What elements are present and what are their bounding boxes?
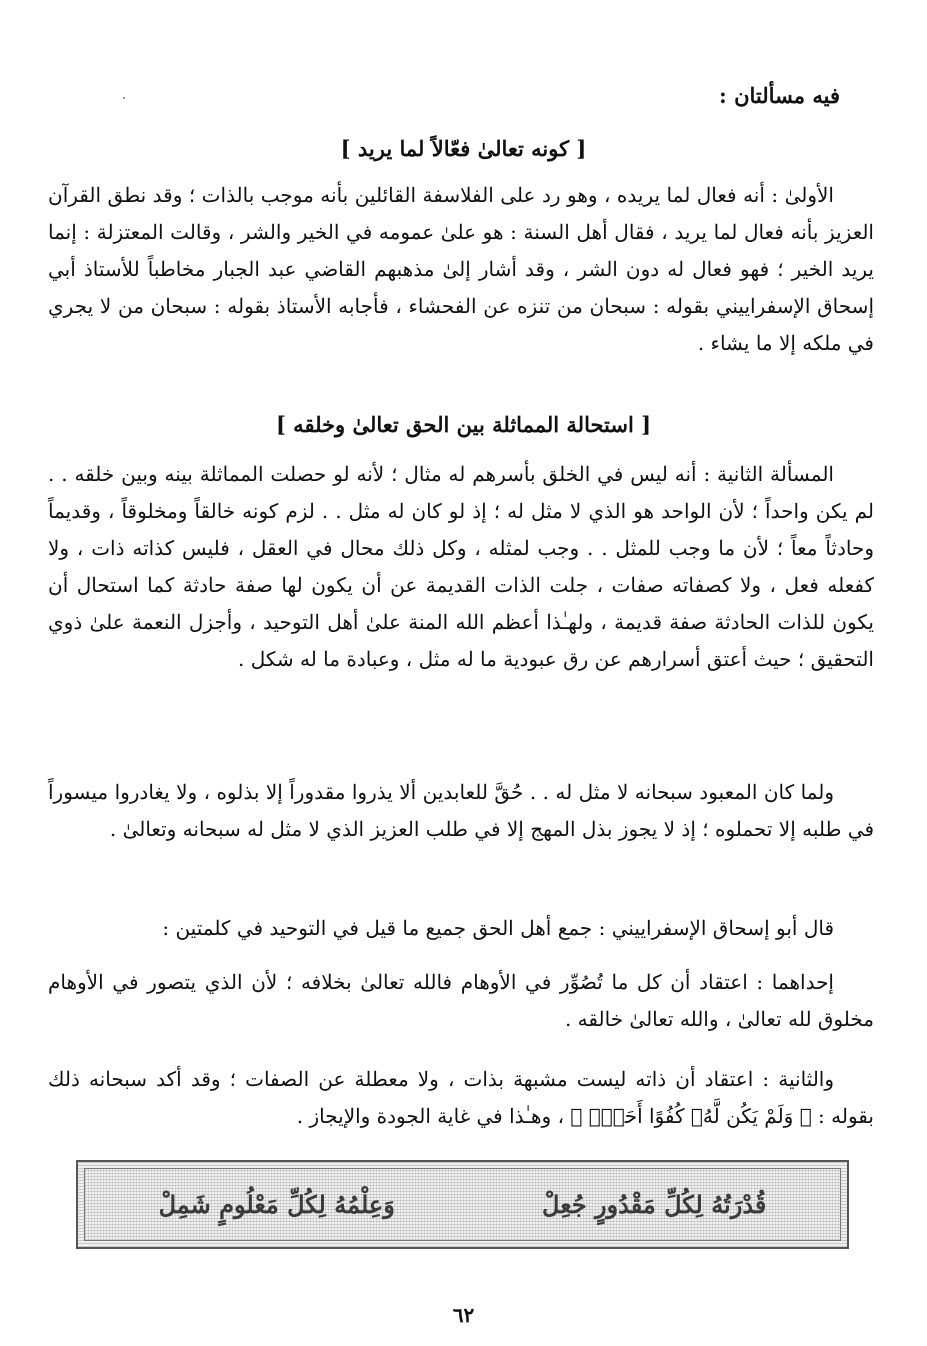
section-heading-1: [ كونه تعالىٰ فعّالاً لما يريد ] (340, 136, 587, 161)
intro-line: فيه مسألتان : (719, 83, 840, 108)
paragraph-3: ولما كان المعبود سبحانه لا مثل له . . حُقَّ للعابدين ألا يذروا مقدوراً إلا بذلوه ، ولا يغادروا ميسوراً في طلبه إلا تحملوه ؛ إذ لا يجوز بذل المهج إلا في طلب العزيز الذي لا مثل له سبحانه وتعالىٰ . (48, 780, 874, 841)
paragraph-2: المسألة الثانية : أنه ليس في الخلق بأسرهم له مثال ؛ لأنه لو حصلت المماثلة بينه وبين خلقه . . لم يكن واحداً ؛ لأن الواحد هو الذي لا مثل له ؛ إذ لو كان له مثل . . لزم كونه خالقاً ومخلوقاً ، وقديماً وحادثاً معاً ؛ لأن ما وجب للمثل . . وجب لمثله ، وكل ذلك محال في العقل ، فليس كذاته ذات ، ولا كفعله فعل ، ولا كصفاته صفات ، جلت الذات القديمة عن أن يكون لها صفة حادثة كما استحال أن يكون للذات الحادثة صفة قديمة ، ولهـٰذا أعظم الله المنة علىٰ أهل التوحيد ، وأجزل النعمة علىٰ ذوي التحقيق ؛ حيث أعتق أسرارهم عن رق عبودية ما له مثل ، وعبادة ما له شكل . (48, 462, 874, 671)
poetry-verse-inner (84, 1168, 841, 1241)
paragraph-6: والثانية : اعتقاد أن ذاته ليست مشبهة بذات ، ولا معطلة عن الصفات ؛ وقد أكد سبحانه ذلك بقوله : ﴿ وَلَمْ يَكُن لَّهُۥ كُفُوًا أَحَدٌۢ ﴾ ، وهـٰذا في غاية الجودة والإيجاز . (48, 1067, 874, 1128)
paragraph-4: قال أبو إسحاق الإسفراييني : جمع أهل الحق جميع ما قيل في التوحيد في كلمتين : (162, 916, 834, 940)
page-number: ٦٢ (452, 1303, 475, 1327)
scan-speck (123, 97, 125, 99)
paragraph-5: إحداهما : اعتقاد أن كل ما تُصُوِّر في الأوهام فالله تعالىٰ بخلافه ؛ لأن الذي يتصور في الأوهام مخلوق لله تعالىٰ ، والله تعالىٰ خالقه . (48, 970, 874, 1031)
verse-right-hemistich: قُدْرَتُهُ لِكُلِّ مَقْدُورٍ جُعِلْ (542, 1190, 767, 1219)
verse-left-hemistich: وَعِلْمُهُ لِكُلِّ مَعْلُومٍ شَمِلْ (158, 1190, 395, 1219)
paragraph-1: الأولىٰ : أنه فعال لما يريده ، وهو رد على الفلاسفة القائلين بأنه موجب بالذات ؛ وقد نطق القرآن العزيز بأنه فعال لما يريد ، فقال أهل السنة : هو علىٰ عمومه في الخير والشر ، وقالت المعتزلة : إنما يريد الخير ؛ فهو فعال له دون الشر ، وقد أشار إلىٰ مذهبهم القاضي عبد الجبار مخاطباً للأستاذ أبي إسحاق الإسفراييني بقوله : سبحان من تنزه عن الفحشاء ، فأجابه الأستاذ بقوله : سبحان من لا يجري في ملكه إلا ما يشاء . (48, 183, 874, 355)
poetry-verse-box (76, 1160, 849, 1249)
section-heading-2: [ استحالة المماثلة بين الحق تعالىٰ وخلقه ] (275, 412, 652, 437)
